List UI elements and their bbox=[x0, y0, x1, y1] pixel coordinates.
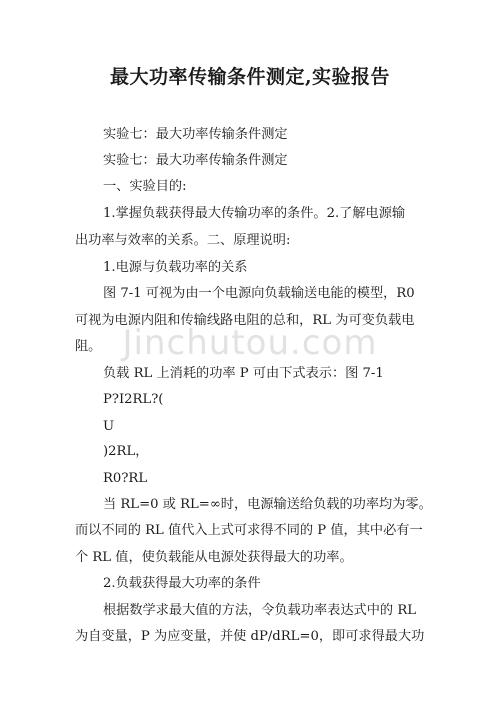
formula-line: P?I2RL?( bbox=[103, 392, 164, 407]
text-line: 实验七：最大功率传输条件测定 bbox=[103, 153, 288, 168]
text-line: 而以不同的 RL 值代入上式可求得不同的 P 值，其中必有一 bbox=[75, 523, 423, 538]
text-line: 个 RL 值，使负载能从电源处获得最大的功率。 bbox=[75, 550, 353, 565]
text-line: 为自变量，P 为应变量，并使 dP/dRL=0，即可求得最大功 bbox=[75, 629, 425, 644]
formula-line: )2RL， bbox=[103, 444, 149, 459]
text-line: 1.掌握负载获得最大传输功率的条件。2.了解电源输 bbox=[103, 206, 406, 221]
text-line: 根据数学求最大值的方法，令负载功率表达式中的 RL bbox=[103, 603, 417, 618]
text-line: 一、实验目的: bbox=[103, 179, 187, 194]
text-line: 负载 RL 上消耗的功率 P 可由下式表示：图 7-1 bbox=[103, 366, 384, 381]
text-line: 2.负载获得最大功率的条件 bbox=[103, 576, 261, 591]
page-title: 最大功率传输条件测定,实验报告 bbox=[109, 66, 391, 88]
text-line: 实验七：最大功率传输条件测定 bbox=[103, 127, 288, 142]
formula-line: U bbox=[103, 419, 115, 434]
text-line: 阻。 bbox=[75, 339, 102, 354]
formula-line: R0?RL bbox=[103, 471, 148, 486]
text-line: 当 RL=0 或 RL=∞时，电源输送给负载的功率均为零。 bbox=[103, 497, 432, 512]
text-line: 出功率与效率的关系。二、原理说明: bbox=[75, 233, 291, 248]
text-line: 图 7-1 可视为由一个电源向负载输送电能的模型，R0 bbox=[103, 286, 415, 301]
text-line: 1.电源与负载功率的关系 bbox=[103, 260, 248, 275]
text-line: 可视为电源内阻和传输线路电阻的总和，RL 为可变负载电 bbox=[75, 313, 415, 328]
watermark: Jinchutou.com bbox=[122, 323, 378, 363]
